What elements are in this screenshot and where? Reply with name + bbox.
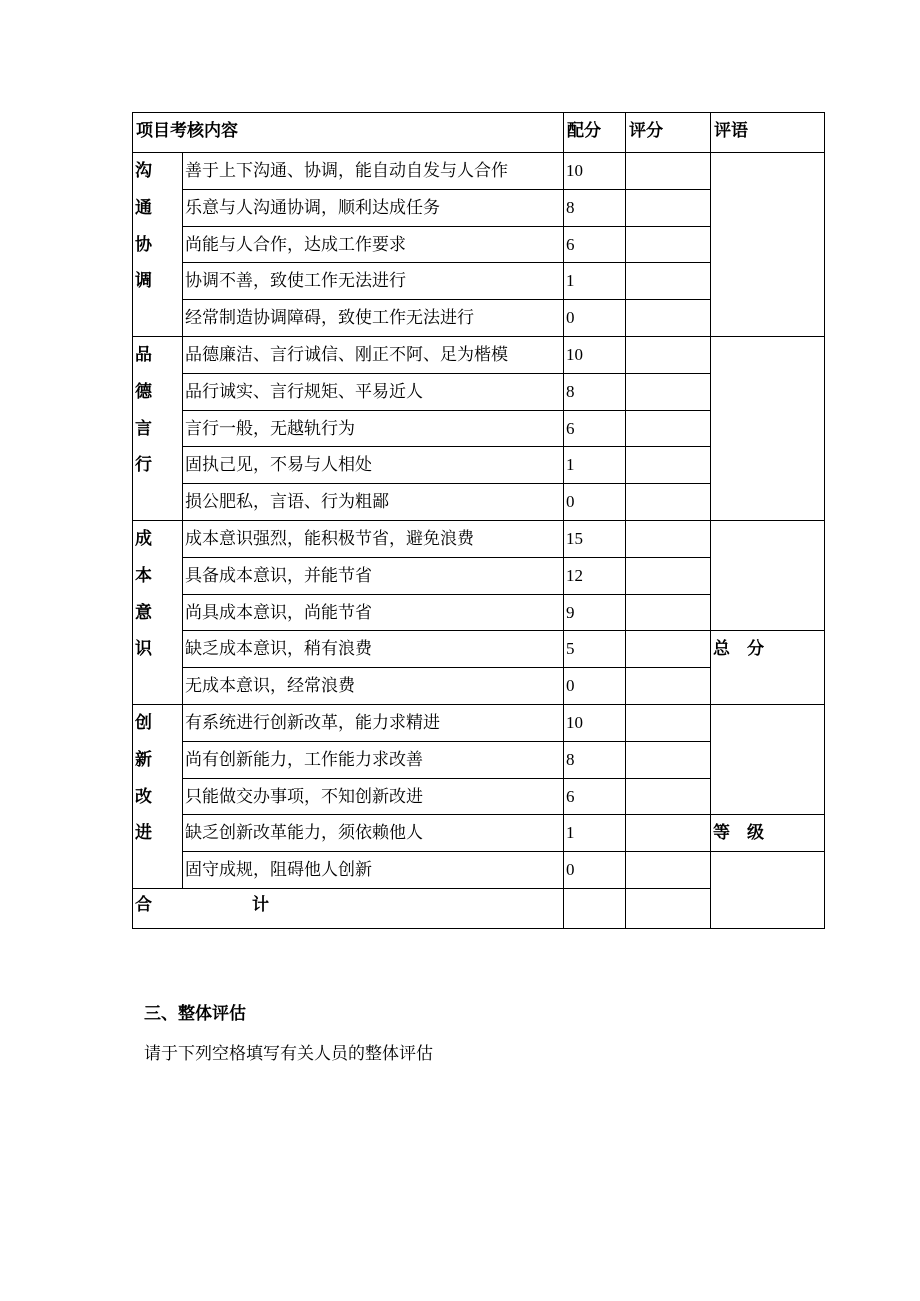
row-rule [182,851,711,852]
category-label-char: 识 [135,639,152,659]
criterion-description: 有系统进行创新改革，能力求精进 [185,713,440,733]
criterion-points: 9 [566,603,575,622]
category-separator [132,704,711,705]
criterion-description: 具备成本意识，并能节省 [185,566,372,586]
criterion-description: 尚具成本意识，尚能节省 [185,603,372,623]
row-rule [182,594,711,595]
category-label-char: 通 [135,198,152,218]
criterion-points: 6 [566,235,575,254]
row-rule [182,483,711,484]
criterion-description: 尚有创新能力，工作能力求改善 [185,750,423,770]
row-rule [182,189,711,190]
criterion-description: 缺乏创新改革能力，须依赖他人 [185,823,423,843]
header-bottom-rule [132,152,825,153]
criterion-description: 乐意与人沟通协调，顺利达成任务 [185,198,440,218]
criterion-description: 品行诚实、言行规矩、平易近人 [185,382,423,402]
row-rule [182,226,711,227]
criterion-description: 缺乏成本意识，稍有浪费 [185,639,372,659]
criterion-points: 10 [566,713,583,732]
grade-label: 等 级 [713,823,764,843]
row-rule [182,262,711,263]
header-comment: 评语 [714,121,748,141]
section-title: 三、整体评估 [144,1004,246,1024]
category-label-char: 协 [135,235,152,255]
criterion-points: 8 [566,750,575,769]
category-label-char: 沟 [135,161,152,181]
criterion-points: 15 [566,529,583,548]
criterion-points: 6 [566,419,575,438]
criterion-description: 品德廉洁、言行诚信、刚正不阿、足为楷模 [185,345,508,365]
category-label-char: 进 [135,823,152,843]
row-rule [182,667,711,668]
criterion-description: 只能做交办事项，不知创新改进 [185,787,423,807]
criterion-description: 善于上下沟通、协调，能自动自发与人合作 [185,161,508,181]
row-rule [182,814,711,815]
header-content: 项目考核内容 [136,121,238,141]
category-label-char: 意 [135,603,152,623]
row-rule [182,410,711,411]
comment-block-rule [710,630,825,631]
criterion-points: 0 [566,308,575,327]
header-points: 配分 [567,121,601,141]
criterion-points: 0 [566,492,575,511]
category-label-char: 品 [135,345,152,365]
table-top-border [132,112,825,113]
row-rule [182,741,711,742]
category-label-char: 言 [135,419,152,439]
category-label-char: 新 [135,750,152,770]
criterion-points: 10 [566,161,583,180]
category-label-char: 创 [135,713,152,733]
criterion-description: 损公肥私，言语、行为粗鄙 [185,492,389,512]
comment-block-rule [710,851,825,852]
criterion-description: 固执己见，不易与人相处 [185,455,372,475]
header-score: 评分 [629,121,663,141]
criterion-points: 6 [566,787,575,806]
category-separator [132,888,711,889]
criterion-points: 12 [566,566,583,585]
criterion-description: 协调不善，致使工作无法进行 [185,271,406,291]
criterion-points: 8 [566,382,575,401]
category-label-char: 成 [135,529,152,549]
total-row-label-left: 合 [135,895,152,915]
category-label-char: 调 [135,271,152,291]
criterion-points: 1 [566,271,575,290]
criterion-description: 固守成规，阻碍他人创新 [185,860,372,880]
row-rule [182,778,711,779]
criterion-description: 言行一般，无越轨行为 [185,419,355,439]
total-score-label: 总 分 [713,639,764,659]
criterion-description: 经常制造协调障碍，致使工作无法进行 [185,308,474,328]
comment-block-rule [710,704,825,705]
criterion-points: 5 [566,639,575,658]
row-rule [182,446,711,447]
row-rule [182,630,711,631]
table-bottom-border [132,928,825,929]
category-label-char: 行 [135,455,152,475]
criterion-points: 10 [566,345,583,364]
criterion-points: 1 [566,455,575,474]
criterion-points: 0 [566,676,575,695]
comment-block-rule [710,520,825,521]
criterion-points: 1 [566,823,575,842]
total-row-label-right: 计 [252,895,269,915]
category-label-char: 本 [135,566,152,586]
row-rule [182,373,711,374]
criterion-description: 成本意识强烈，能积极节省，避免浪费 [185,529,474,549]
section-note: 请于下列空格填写有关人员的整体评估 [144,1044,433,1064]
criterion-description: 无成本意识，经常浪费 [185,676,355,696]
comment-block-rule [710,336,825,337]
comment-block-rule [710,814,825,815]
criterion-points: 8 [566,198,575,217]
criterion-description: 尚能与人合作，达成工作要求 [185,235,406,255]
row-rule [182,299,711,300]
row-rule [182,557,711,558]
category-separator [132,520,711,521]
category-label-char: 德 [135,382,152,402]
category-label-char: 改 [135,787,152,807]
category-separator [132,336,711,337]
criterion-points: 0 [566,860,575,879]
